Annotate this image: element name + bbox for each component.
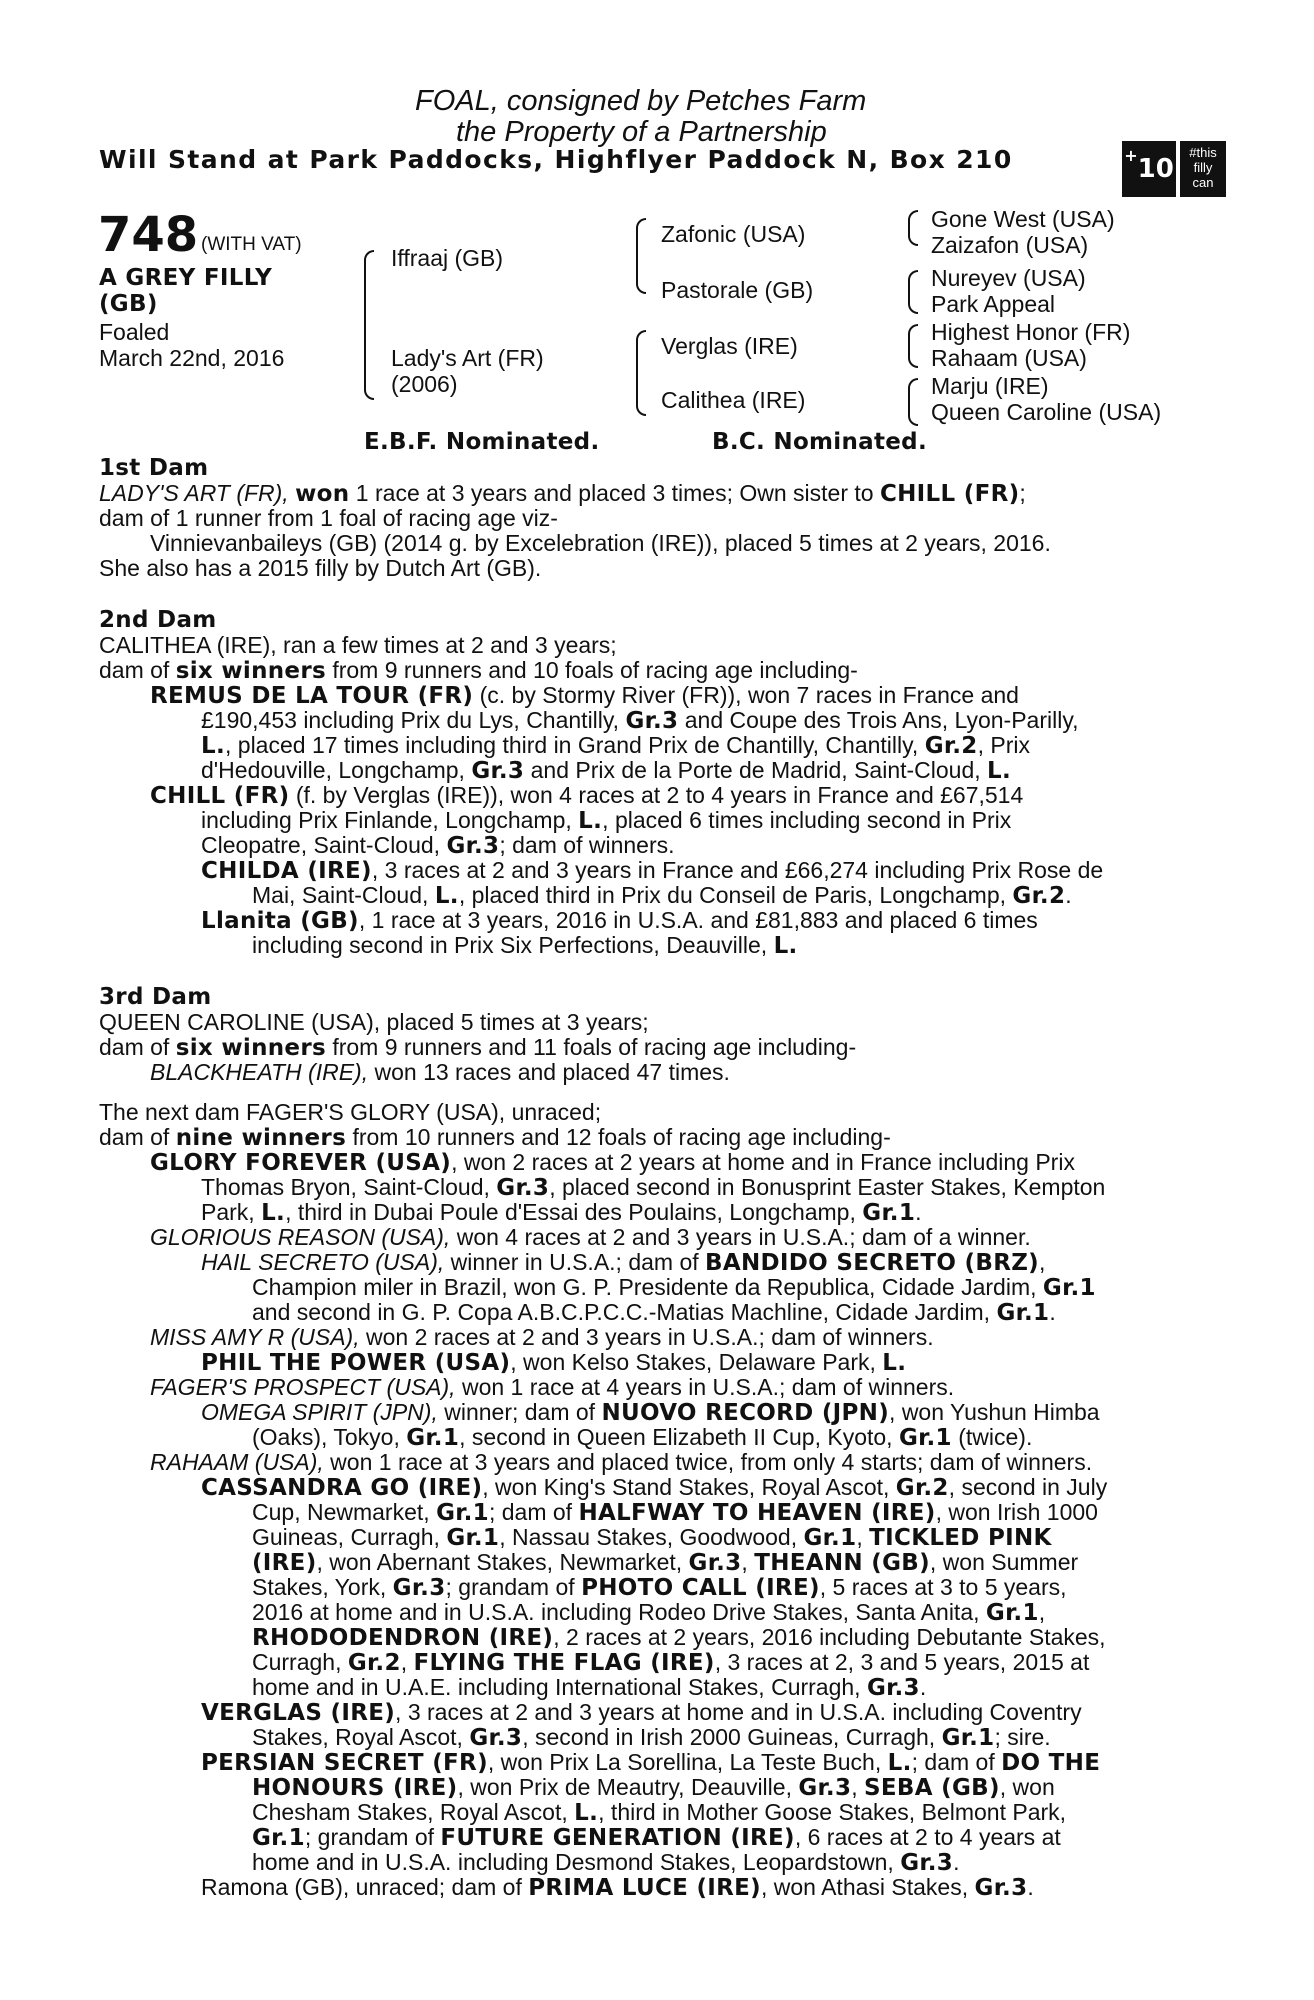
cassandra-go-line-2: Cup, Newmarket, Gr.1; dam of HALFWAY TO HEAVEN (IRE), won Irish 1000	[252, 1499, 1098, 1526]
remus-line-2: £190,453 including Prix du Lys, Chantilly, Gr.3 and Coupe des Trois Ans, Lyon-Parilly,	[201, 707, 1079, 734]
persian-secret-line-5: home and in U.S.A. including Desmond Stakes, Leopardstown, Gr.3.	[252, 1849, 960, 1876]
first-dam-produce: dam of 1 runner from 1 foal of racing age viz-	[99, 505, 558, 531]
first-dam-foal: Vinnievanbaileys (GB) (2014 g. by Excelebration (IRE)), placed 5 times at 2 years, 2016.	[150, 530, 1051, 556]
hail-secreto-line: HAIL SECRETO (USA), winner in U.S.A.; dam of BANDIDO SECRETO (BRZ),	[201, 1249, 1046, 1276]
glory-forever-line: GLORY FOREVER (USA), won 2 races at 2 years at home and in France including Prix	[150, 1149, 1075, 1176]
glory-forever-line-3: Park, L., third in Dubai Poule d'Essai des Poulains, Longchamp, Gr.1.	[201, 1199, 922, 1226]
next-dam-produce: dam of nine winners from 10 runners and 12 foals of racing age including-	[99, 1124, 891, 1151]
bc-nominated: B.C. Nominated.	[712, 429, 927, 455]
cassandra-go-line-4: (IRE), won Abernant Stakes, Newmarket, Gr.3, THEANN (GB), won Summer	[252, 1549, 1079, 1576]
g-dam-sire-sire: Highest Honor (FR)	[931, 319, 1131, 345]
second-dam-heading: 2nd Dam	[99, 607, 217, 633]
foaled-label: Foaled	[99, 319, 170, 345]
ramona-line: Ramona (GB), unraced; dam of PRIMA LUCE (IRE), won Athasi Stakes, Gr.3.	[201, 1874, 1034, 1901]
first-dam-line: LADY'S ART (FR), won 1 race at 3 years and placed 3 times; Own sister to CHILL (FR);	[99, 480, 1026, 507]
next-dam-line: The next dam FAGER'S GLORY (USA), unraced;	[99, 1099, 602, 1125]
g-sire-dam-dam: Park Appeal	[931, 291, 1056, 317]
verglas-line-2: Stakes, Royal Ascot, Gr.3, second in Irish 2000 Guineas, Curragh, Gr.1; sire.	[252, 1724, 1051, 1751]
second-dam-line: CALITHEA (IRE), ran a few times at 2 and 3 years;	[99, 632, 617, 658]
g-sire-sire-sire: Gone West (USA)	[931, 206, 1115, 232]
childa-line-2: Mai, Saint-Cloud, L., placed third in Prix du Conseil de Paris, Longchamp, Gr.2.	[252, 882, 1072, 909]
hail-secreto-line-2: Champion miler in Brazil, won G. P. Presidente da Republica, Cidade Jardim, Gr.1	[252, 1274, 1096, 1301]
fagers-prospect-line: FAGER'S PROSPECT (USA), won 1 race at 4 years in U.S.A.; dam of winners.	[150, 1374, 955, 1400]
cassandra-go-line-9: home and in U.A.E. including International Stakes, Curragh, Gr.3.	[252, 1674, 927, 1701]
rahaam-line: RAHAAM (USA), won 1 race at 3 years and placed twice, from only 4 starts; dam of winners.	[150, 1449, 1093, 1475]
ten-plus-badge: +10	[1122, 141, 1176, 197]
dam-line-bracket	[636, 330, 646, 416]
foaled-date: March 22nd, 2016	[99, 345, 285, 371]
remus-line-4: d'Hedouville, Longchamp, Gr.3 and Prix de la Porte de Madrid, Saint-Cloud, L.	[201, 757, 1012, 784]
third-dam-heading: 3rd Dam	[99, 984, 212, 1010]
sire-sire: Zafonic (USA)	[661, 221, 806, 247]
this-filly-can-text: #this filly can	[1180, 141, 1226, 197]
cassandra-go-line-7: RHODODENDRON (IRE), 2 races at 2 years, 2016 including Debutante Stakes,	[252, 1624, 1106, 1651]
consignor-line: FOAL, consigned by Petches Farm	[415, 85, 867, 117]
sire-line-bracket	[636, 218, 646, 294]
g-dam-sire-dam: Rahaam (USA)	[931, 345, 1087, 371]
blackheath-line: BLACKHEATH (IRE), won 13 races and placed 47 times.	[150, 1059, 730, 1085]
sire: Iffraaj (GB)	[391, 245, 504, 271]
first-dam-note: She also has a 2015 filly by Dutch Art (GB).	[99, 555, 542, 581]
first-dam-heading: 1st Dam	[99, 455, 209, 481]
bracket-zafonic	[908, 210, 918, 246]
vat-note: (WITH VAT)	[201, 234, 302, 255]
remus-line-3: L., placed 17 times including third in Grand Prix de Chantilly, Chantilly, Gr.2, Prix	[201, 732, 1030, 759]
lot-origin: (GB)	[99, 291, 158, 317]
g-sire-dam-sire: Nureyev (USA)	[931, 265, 1086, 291]
bracket-verglas	[908, 324, 918, 368]
cassandra-go-line-6: 2016 at home and in U.S.A. including Rodeo Drive Stakes, Santa Anita, Gr.1,	[252, 1599, 1046, 1626]
omega-spirit-line-2: (Oaks), Tokyo, Gr.1, second in Queen Elizabeth II Cup, Kyoto, Gr.1 (twice).	[252, 1424, 1033, 1451]
cassandra-go-line-5: Stakes, York, Gr.3; grandam of PHOTO CALL (IRE), 5 races at 3 to 5 years,	[252, 1574, 1067, 1601]
cassandra-go-line: CASSANDRA GO (IRE), won King's Stand Stakes, Royal Ascot, Gr.2, second in July	[201, 1474, 1108, 1501]
childa-line: CHILDA (IRE), 3 races at 2 and 3 years in France and £66,274 including Prix Rose de	[201, 857, 1104, 884]
hail-secreto-line-3: and second in G. P. Copa A.B.C.P.C.C.-Matias Machline, Cidade Jardim, Gr.1.	[252, 1299, 1056, 1326]
property-line: the Property of a Partnership	[456, 116, 827, 148]
cassandra-go-line-3: Guineas, Curragh, Gr.1, Nassau Stakes, Goodwood, Gr.1, TICKLED PINK	[252, 1524, 1052, 1551]
dam-year: (2006)	[391, 371, 458, 397]
lot-description: A GREY FILLY	[99, 265, 273, 291]
bracket-pastorale	[908, 270, 918, 314]
glory-forever-line-2: Thomas Bryon, Saint-Cloud, Gr.3, placed second in Bonusprint Easter Stakes, Kempton	[201, 1174, 1106, 1201]
third-dam-produce: dam of six winners from 9 runners and 11 foals of racing age including-	[99, 1034, 857, 1061]
glorious-reason-line: GLORIOUS REASON (USA), won 4 races at 2 and 3 years in U.S.A.; dam of a winner.	[150, 1224, 1031, 1250]
second-dam-produce: dam of six winners from 9 runners and 10 foals of racing age including-	[99, 657, 858, 684]
persian-secret-line-4: Gr.1; grandam of FUTURE GENERATION (IRE), 6 races at 2 to 4 years at	[252, 1824, 1061, 1851]
llanita-line-2: including second in Prix Six Perfections, Deauville, L.	[252, 932, 798, 959]
bracket-calithea	[908, 378, 918, 426]
g-dam-dam-dam: Queen Caroline (USA)	[931, 399, 1162, 425]
dam-sire: Verglas (IRE)	[661, 333, 798, 359]
dam: Lady's Art (FR)	[391, 345, 544, 371]
miss-amy-line: MISS AMY R (USA), won 2 races at 2 and 3 years in U.S.A.; dam of winners.	[150, 1324, 934, 1350]
cassandra-go-line-8: Curragh, Gr.2, FLYING THE FLAG (IRE), 3 races at 2, 3 and 5 years, 2015 at	[252, 1649, 1090, 1676]
chill-line-2: including Prix Finlande, Longchamp, L., placed 6 times including second in Prix	[201, 807, 1012, 834]
chill-line: CHILL (FR) (f. by Verglas (IRE)), won 4 races at 2 to 4 years in France and £67,514	[150, 782, 1024, 809]
third-dam-line: QUEEN CAROLINE (USA), placed 5 times at 3 years;	[99, 1009, 649, 1035]
lot-number: 748	[98, 207, 199, 263]
omega-spirit-line: OMEGA SPIRIT (JPN), winner; dam of NUOVO RECORD (JPN), won Yushun Himba	[201, 1399, 1100, 1426]
this-filly-can-logo	[1122, 141, 1226, 197]
persian-secret-line: PERSIAN SECRET (FR), won Prix La Sorellina, La Teste Buch, L.; dam of DO THE	[201, 1749, 1101, 1776]
phil-the-power-line: PHIL THE POWER (USA), won Kelso Stakes, Delaware Park, L.	[201, 1349, 907, 1376]
dam-dam: Calithea (IRE)	[661, 387, 806, 413]
persian-secret-line-3: Chesham Stakes, Royal Ascot, L., third in Mother Goose Stakes, Belmont Park,	[252, 1799, 1067, 1826]
g-sire-sire-dam: Zaizafon (USA)	[931, 232, 1089, 258]
llanita-line: Llanita (GB), 1 race at 3 years, 2016 in U.S.A. and £81,883 and placed 6 times	[201, 907, 1038, 934]
persian-secret-line-2: HONOURS (IRE), won Prix de Meautry, Deauville, Gr.3, SEBA (GB), won	[252, 1774, 1055, 1801]
sire-dam-bracket	[364, 250, 374, 400]
chill-line-3: Cleopatre, Saint-Cloud, Gr.3; dam of winners.	[201, 832, 675, 859]
remus-line: REMUS DE LA TOUR (FR) (c. by Stormy River (FR)), won 7 races in France and	[150, 682, 1019, 709]
stand-line: Will Stand at Park Paddocks, Highflyer Paddock N, Box 210	[99, 145, 1013, 174]
g-dam-dam-sire: Marju (IRE)	[931, 373, 1049, 399]
sire-dam: Pastorale (GB)	[661, 277, 814, 303]
ebf-nominated: E.B.F. Nominated.	[364, 429, 600, 455]
verglas-line: VERGLAS (IRE), 3 races at 2 and 3 years at home and in U.S.A. including Coventry	[201, 1699, 1082, 1726]
